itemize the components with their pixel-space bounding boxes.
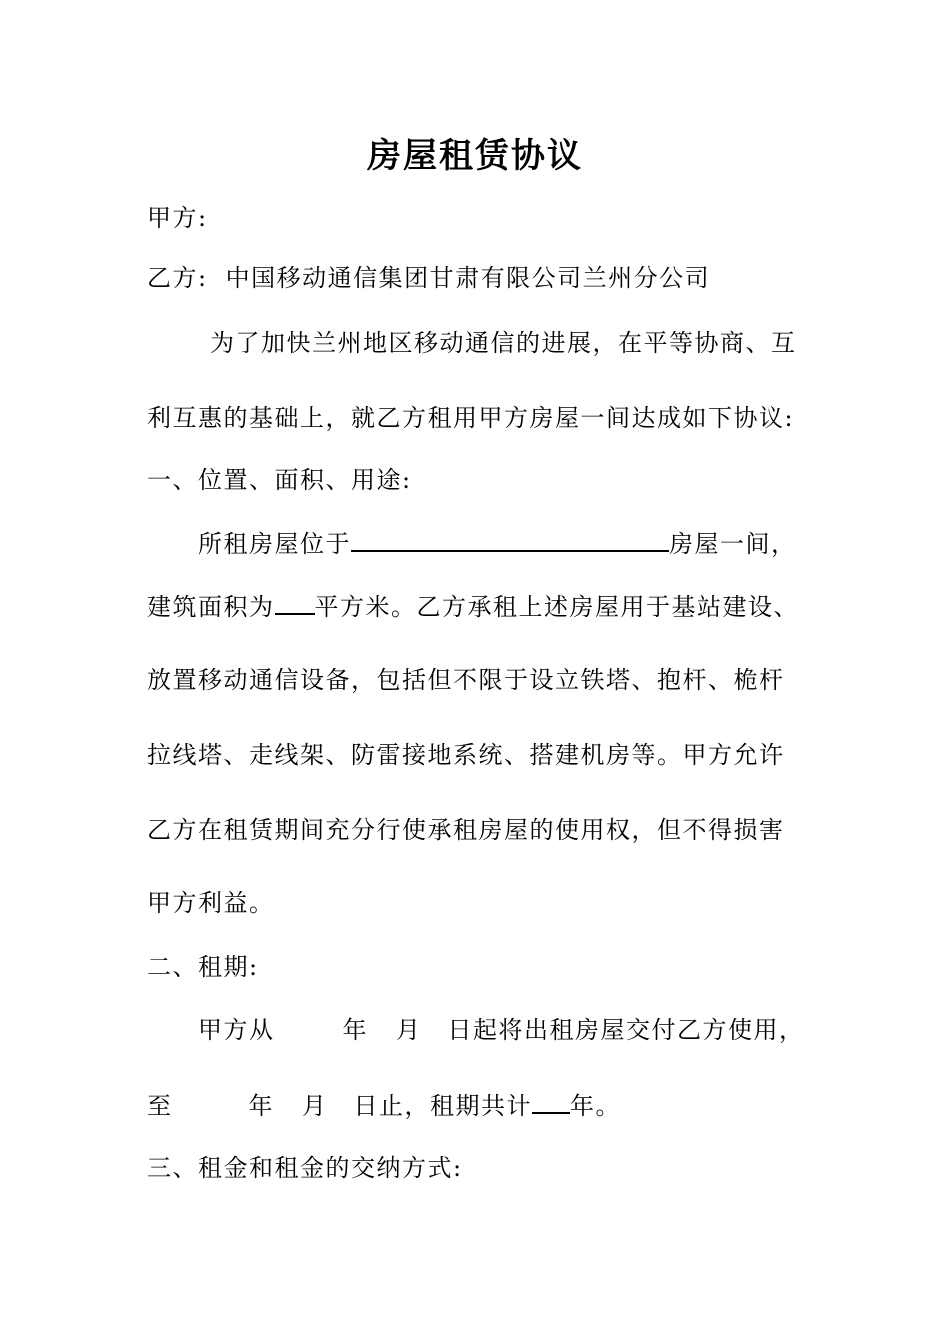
section-2-line-1	[198, 1015, 805, 1045]
party-a-label: 甲方:	[147, 204, 208, 232]
section-3-heading: 三、租金和租金的交纳方式:	[147, 1154, 463, 1182]
document-title: 房屋租赁协议	[367, 136, 583, 176]
start-day-text: 日起将出租房屋交付乙方使用，	[447, 1016, 805, 1044]
section-1-para-line-6: 甲方利益。	[147, 889, 275, 917]
section-1-para-line-3: 放置移动通信设备，包括但不限于设立铁塔、抱杆、桅杆	[147, 666, 785, 694]
party-b-name: 中国移动通信集团甘肃有限公司兰州分公司	[225, 264, 711, 292]
end-month-label: 月	[302, 1092, 328, 1120]
end-day-text: 日止，租期共计	[353, 1092, 532, 1120]
end-year-label: 年	[248, 1092, 274, 1120]
intro-line-1: 为了加快兰州地区移动通信的进展，在平等协商、互	[210, 329, 797, 357]
section-2-line-2	[147, 1090, 621, 1121]
location-prefix: 所租房屋位于	[198, 530, 351, 558]
start-year-label: 年	[342, 1016, 368, 1044]
term-years-suffix: 年。	[570, 1092, 621, 1120]
section-2-heading: 二、租期:	[147, 953, 259, 981]
party-b-line	[147, 263, 710, 293]
start-month-label: 月	[396, 1016, 422, 1044]
area-prefix: 建筑面积为	[147, 593, 275, 621]
section-1-heading: 一、位置、面积、用途:	[147, 466, 412, 494]
area-suffix: 平方米。乙方承租上述房屋用于基站建设、	[314, 593, 799, 621]
location-blank	[351, 528, 669, 552]
party-a-line	[147, 203, 208, 233]
start-date-prefix: 甲方从	[198, 1016, 275, 1044]
area-blank	[275, 591, 315, 615]
section-1-para-line-1	[198, 528, 797, 559]
section-1-para-line-4: 拉线塔、走线架、防雷接地系统、搭建机房等。甲方允许	[147, 741, 785, 769]
section-1-para-line-5: 乙方在租赁期间充分行使承租房屋的使用权，但不得损害	[147, 816, 785, 844]
party-b-label: 乙方:	[147, 264, 208, 292]
intro-line-2: 利互惠的基础上，就乙方租用甲方房屋一间达成如下协议:	[147, 404, 795, 432]
end-date-prefix: 至	[147, 1092, 173, 1120]
section-1-para-line-2	[147, 591, 799, 622]
location-suffix: 房屋一间，	[669, 530, 797, 558]
term-years-blank	[532, 1090, 570, 1114]
